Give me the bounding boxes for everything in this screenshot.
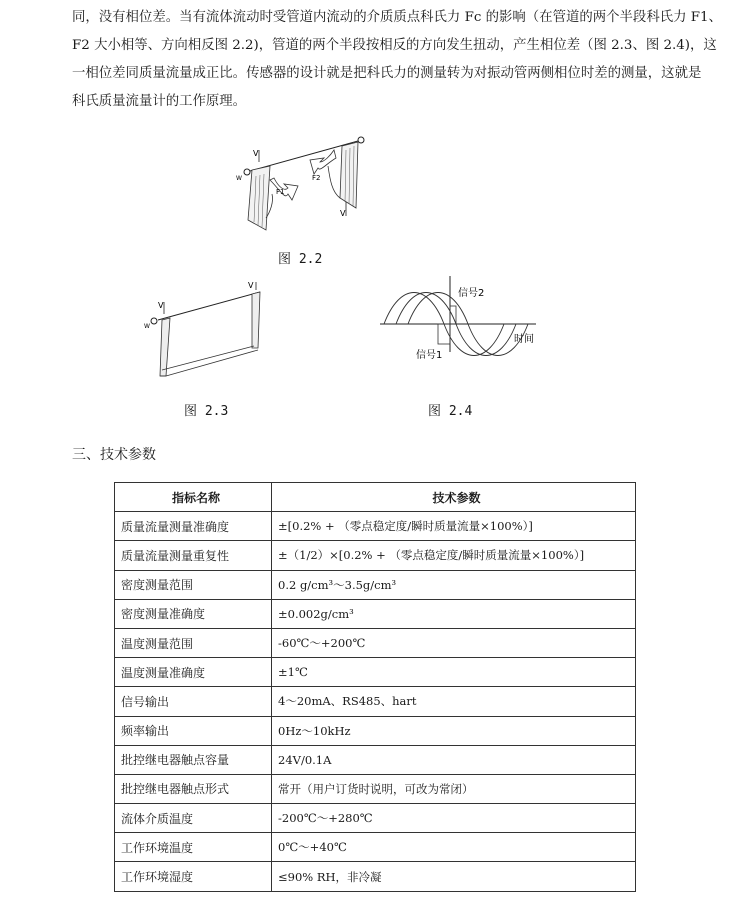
indicator-cell: 温度测量准确度 xyxy=(115,658,272,687)
parameter-cell: 0Hz～10kHz xyxy=(272,716,636,745)
table-row xyxy=(115,774,636,803)
table-row xyxy=(115,628,636,657)
parameter-cell: 4～20mA、RS485、hart xyxy=(272,687,636,716)
indicator-cell: 质量流量测量重复性 xyxy=(115,541,272,570)
indicator-cell: 温度测量范围 xyxy=(115,628,272,657)
fig24-label-signal1: 信号1 xyxy=(416,350,443,361)
table-header-row xyxy=(115,483,636,512)
parameter-cell: 0.2 g/cm³～3.5g/cm³ xyxy=(272,570,636,599)
fig23-label-w: W xyxy=(144,323,150,330)
paragraph-line: 一相位差同质量流量成正比。传感器的设计就是把科氏力的测量转为对振动管两侧相位时差的测量，这就是 xyxy=(72,66,702,81)
parameter-cell: ±（1/2）×[0.2% + （零点稳定度/瞬时质量流量×100%）] xyxy=(272,541,636,570)
table-row xyxy=(115,745,636,774)
parameter-cell: ±1℃ xyxy=(272,658,636,687)
table-row xyxy=(115,658,636,687)
paragraph-line: F2 大小相等、方向相反图 2.2)，管道的两个半段按相反的方向发生扭动，产生相位差（图 2.3、图 2.4)，这 xyxy=(72,38,717,53)
table-row xyxy=(115,599,636,628)
indicator-cell: 批控继电器触点形式 xyxy=(115,774,272,803)
table-row xyxy=(115,570,636,599)
spec-table xyxy=(114,482,636,892)
parameter-cell: ≤90% RH，非冷凝 xyxy=(272,862,636,891)
parameter-cell: ±[0.2% + （零点稳定度/瞬时质量流量×100%）] xyxy=(272,512,636,541)
indicator-cell: 频率输出 xyxy=(115,716,272,745)
indicator-cell: 工作环境温度 xyxy=(115,833,272,862)
table-row xyxy=(115,687,636,716)
indicator-cell: 密度测量范围 xyxy=(115,570,272,599)
fig23-label-v1: V xyxy=(158,301,164,310)
indicator-cell: 流体介质温度 xyxy=(115,804,272,833)
figure-2-4 xyxy=(370,272,550,377)
paragraph-line: 同，没有相位差。当有流体流动时受管道内流动的介质质点科氏力 Fc 的影响（在管道的两个半段科氏力 F1、 xyxy=(72,10,722,25)
indicator-cell: 密度测量准确度 xyxy=(115,599,272,628)
fig22-label-f2: F2 xyxy=(312,174,321,182)
figure-2-3 xyxy=(140,278,270,383)
table-row xyxy=(115,833,636,862)
parameter-cell: ±0.002g/cm³ xyxy=(272,599,636,628)
figure-2-2 xyxy=(230,128,380,238)
indicator-cell: 质量流量测量准确度 xyxy=(115,512,272,541)
fig22-label-v1: V xyxy=(253,149,259,158)
intro-paragraph xyxy=(72,4,722,116)
table-row xyxy=(115,512,636,541)
parameter-cell: 24V/0.1A xyxy=(272,745,636,774)
parameter-cell: -60℃～+200℃ xyxy=(272,628,636,657)
fig22-label-f1: F1 xyxy=(276,188,285,196)
indicator-cell: 批控继电器触点容量 xyxy=(115,745,272,774)
fig23-label-v2: V xyxy=(248,281,254,290)
fig24-label-signal2: 信号2 xyxy=(458,288,485,299)
table-row xyxy=(115,804,636,833)
indicator-cell: 工作环境湿度 xyxy=(115,862,272,891)
fig22-label-w: W xyxy=(236,175,242,182)
paragraph-line: 科氏质量流量计的工作原理。 xyxy=(72,94,247,109)
fig24-label-time: 时间 xyxy=(514,334,534,345)
section-title: 三、技术参数 xyxy=(72,447,156,463)
header-parameter: 技术参数 xyxy=(272,483,636,512)
indicator-cell: 信号输出 xyxy=(115,687,272,716)
table-row xyxy=(115,862,636,891)
parameter-cell: 常开（用户订货时说明，可改为常闭） xyxy=(272,774,636,803)
figure-2-3-caption: 图 2.3 xyxy=(184,404,229,419)
table-row xyxy=(115,716,636,745)
table-row xyxy=(115,541,636,570)
figure-2-4-caption: 图 2.4 xyxy=(428,404,473,419)
figure-2-2-caption: 图 2.2 xyxy=(278,252,323,267)
parameter-cell: -200℃～+280℃ xyxy=(272,804,636,833)
fig22-label-v2: V xyxy=(340,209,346,218)
header-indicator: 指标名称 xyxy=(115,483,272,512)
parameter-cell: 0℃～+40℃ xyxy=(272,833,636,862)
